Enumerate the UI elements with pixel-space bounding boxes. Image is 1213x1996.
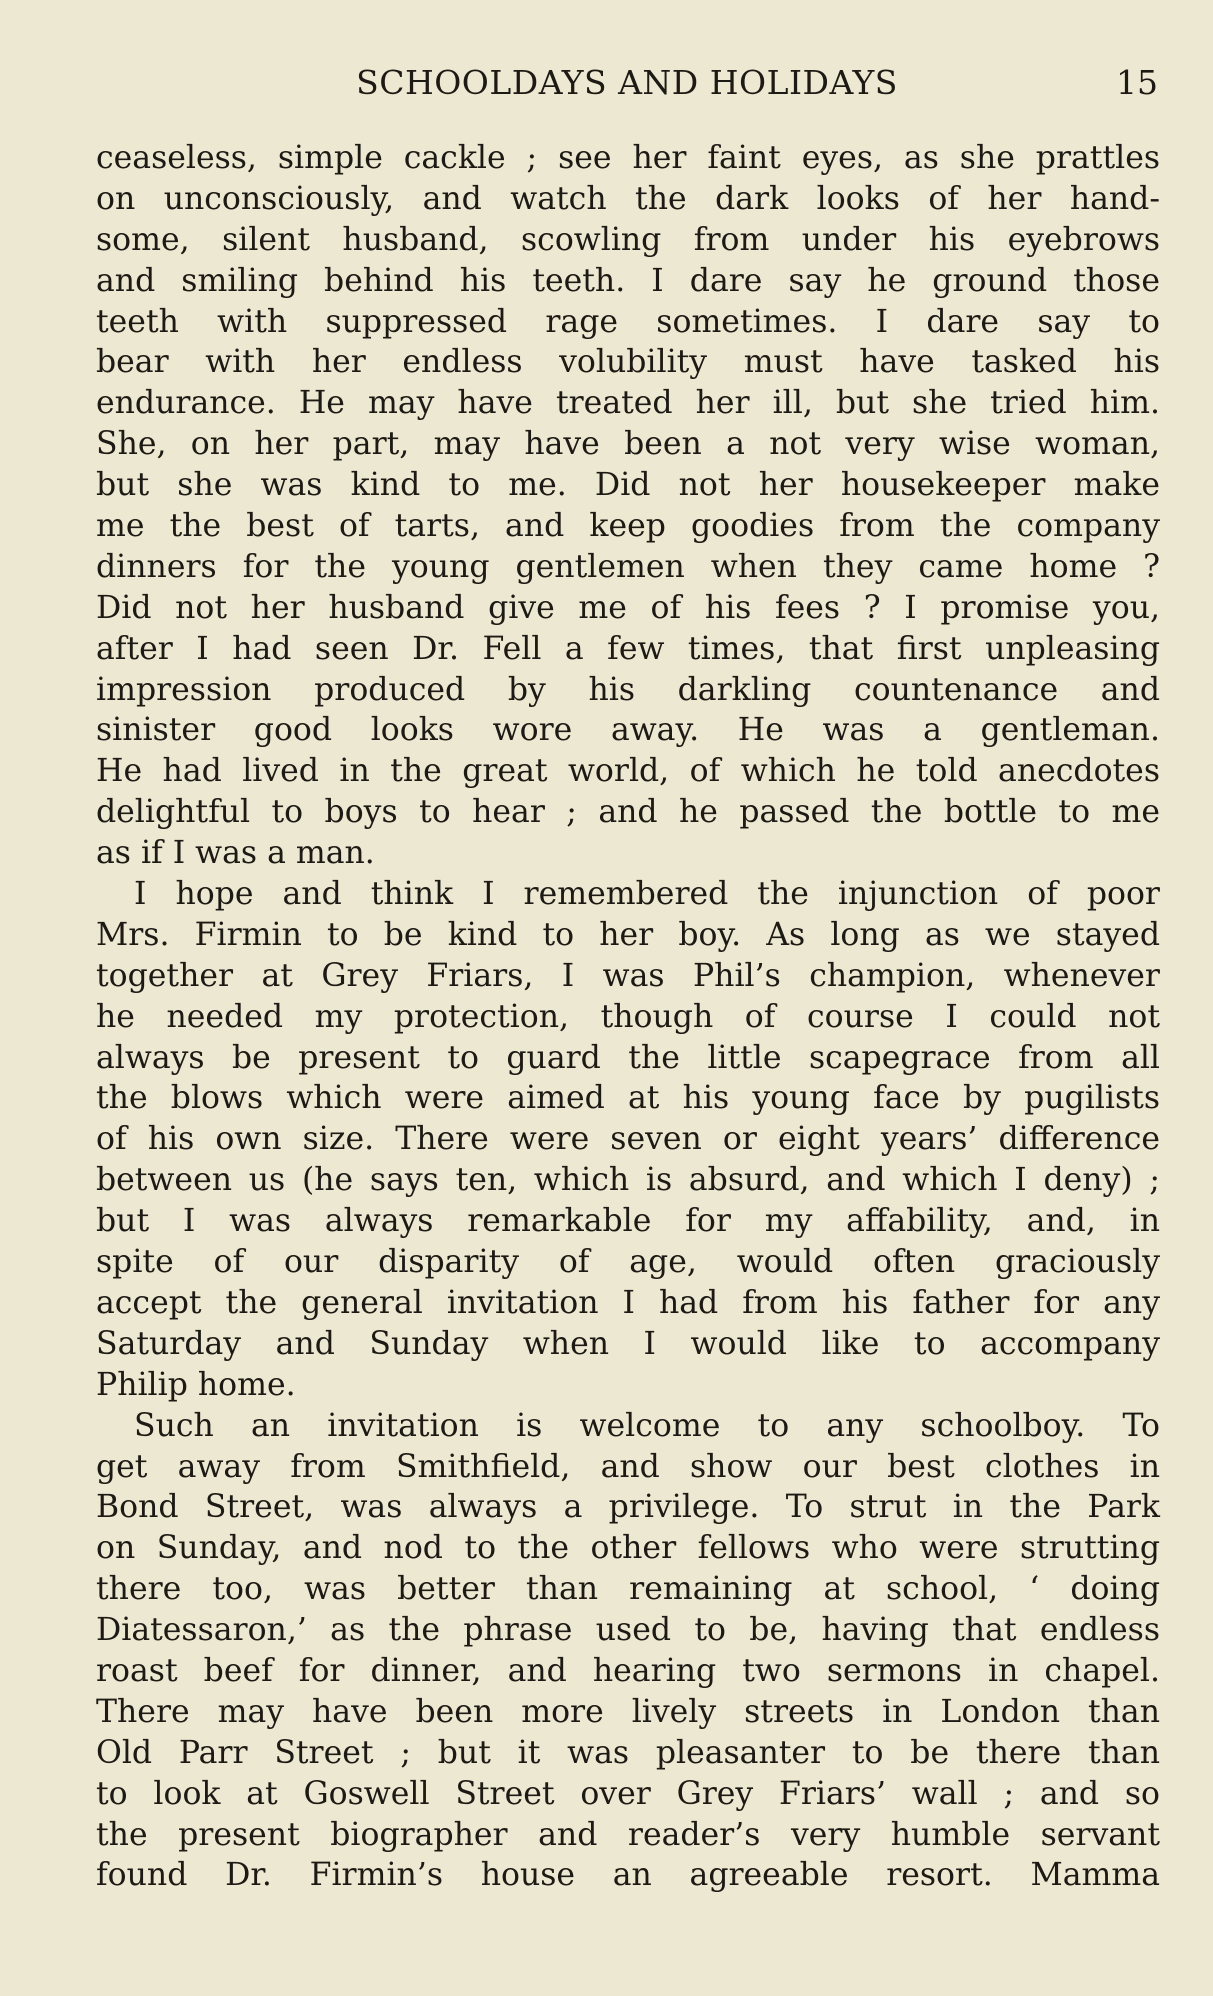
text-line: found Dr. Firmin’s house an agreeable resort. Mamma [96, 1857, 1160, 1894]
paragraph-end-line: Philip home. [96, 1366, 296, 1403]
text-line: There may have been more lively streets in London than [96, 1693, 1160, 1730]
text-line: spite of our disparity of age, would often graciously [96, 1244, 1160, 1281]
text-line: after I had seen Dr. Fell a few times, that first unpleasing [96, 630, 1160, 667]
text-line: me the best of tarts, and keep goodies from the company [96, 508, 1160, 545]
text-line: of his own size. There were seven or eight years’ difference [96, 1121, 1160, 1158]
text-line: sinister good looks wore away. He was a gentleman. [96, 712, 1160, 749]
text-line: teeth with suppressed rage sometimes. I dare say to [96, 303, 1160, 340]
text-line: between us (he says ten, which is absurd, and which I deny) ; [96, 1162, 1160, 1199]
text-line: endurance. He may have treated her ill, but she tried him. [96, 385, 1160, 422]
text-line: ceaseless, simple cackle ; see her faint eyes, as she prattles [96, 140, 1160, 176]
paragraph-start-line: Such an invitation is welcome to any schoolboy. To [134, 1407, 1160, 1444]
text-line: Mrs. Firmin to be kind to her boy. As long as we stayed [96, 916, 1160, 953]
text-line: Diatessaron,’ as the phrase used to be, having that endless [96, 1612, 1160, 1649]
text-line: there too, was better than remaining at school, ‘ doing [96, 1571, 1160, 1608]
text-line: the present biographer and reader’s very humble servant [96, 1816, 1160, 1853]
text-line: bear with her endless volubility must have tasked his [96, 344, 1160, 381]
text-line: to look at Goswell Street over Grey Friars’ wall ; and so [96, 1775, 1160, 1812]
text-line: but she was kind to me. Did not her housekeeper make [96, 467, 1160, 504]
text-line: Saturday and Sunday when I would like to accompany [96, 1325, 1160, 1362]
text-line: and smiling behind his teeth. I dare say he ground those [96, 262, 1160, 299]
text-line: some, silent husband, scowling from under his eyebrows [96, 221, 1160, 258]
body-text [96, 138, 1160, 1896]
text-line: always be present to guard the little scapegrace from all [96, 1039, 1160, 1076]
text-line: together at Grey Friars, I was Phil’s champion, whenever [96, 957, 1160, 994]
paragraph-start-line: I hope and think I remembered the injunction of poor [134, 876, 1160, 913]
text-line: Bond Street, was always a privilege. To strut in the Park [96, 1489, 1160, 1526]
text-line: Old Parr Street ; but it was pleasanter to be there than [96, 1734, 1160, 1771]
text-line: but I was always remarkable for my affability, and, in [96, 1203, 1160, 1240]
running-head [96, 60, 1158, 106]
paragraph-end-line: as if I was a man. [96, 835, 375, 872]
text-line: delightful to boys to hear ; and he passed the bottle to me [96, 794, 1160, 831]
text-line: the blows which were aimed at his young face by pugilists [96, 1080, 1160, 1117]
text-line: impression produced by his darkling countenance and [96, 671, 1160, 708]
text-line: get away from Smithfield, and show our best clothes in [96, 1448, 1160, 1485]
text-line: dinners for the young gentlemen when they came home ? [96, 548, 1160, 585]
text-line: on unconsciously, and watch the dark looks of her hand- [96, 180, 1160, 217]
text-line: He had lived in the great world, of which he told anecdotes [96, 753, 1160, 790]
text-line: on Sunday, and nod to the other fellows who were strutting [96, 1530, 1160, 1567]
text-line: Did not her husband give me of his fees ? I promise you, [96, 589, 1160, 626]
text-line: She, on her part, may have been a not very wise woman, [96, 426, 1160, 463]
text-line: he needed my protection, though of course I could not [96, 998, 1160, 1035]
page-number: 15 [1116, 63, 1158, 102]
text-line: accept the general invitation I had from his father for any [96, 1284, 1160, 1321]
text-line: roast beef for dinner, and hearing two sermons in chapel. [96, 1652, 1160, 1689]
running-title: SCHOOLDAYS AND HOLIDAYS [356, 63, 898, 102]
